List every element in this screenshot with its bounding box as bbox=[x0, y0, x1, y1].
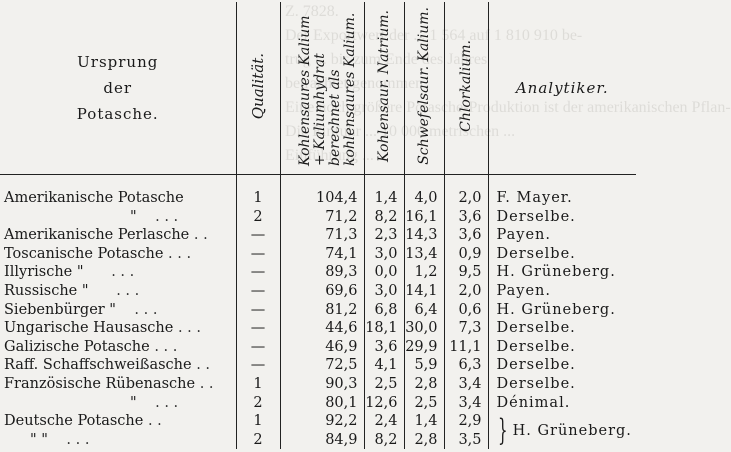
row-k2co3: 74,1 bbox=[280, 245, 364, 264]
row-analyst-grouped bbox=[488, 412, 636, 449]
table-row bbox=[0, 412, 636, 431]
row-na2co3: 18,1 bbox=[364, 319, 404, 338]
row-origin: Toscanische Potasche . . . bbox=[4, 245, 192, 262]
row-na2co3: 0,0 bbox=[364, 263, 404, 282]
row-origin: " " . . . bbox=[30, 431, 90, 448]
row-na2co3: 6,8 bbox=[364, 301, 404, 320]
row-na2co3: 2,3 bbox=[364, 226, 404, 245]
row-na2co3: 8,2 bbox=[364, 208, 404, 227]
row-k2co3: 104,4 bbox=[280, 189, 364, 208]
row-kcl: 9,5 bbox=[444, 263, 488, 282]
row-analyst: Derselbe. bbox=[488, 338, 636, 357]
row-quality: 1 bbox=[236, 189, 280, 208]
row-k2so4: 14,1 bbox=[404, 282, 444, 301]
row-quality: — bbox=[236, 226, 280, 245]
row-k2so4: 2,5 bbox=[404, 394, 444, 413]
row-analyst: Derselbe. bbox=[488, 356, 636, 375]
row-k2so4: 2,8 bbox=[404, 375, 444, 394]
bleed-line: Z. 7828. bbox=[285, 3, 339, 20]
row-quality: 1 bbox=[236, 412, 280, 431]
row-na2co3: 1,4 bbox=[364, 189, 404, 208]
row-origin: " . . . bbox=[130, 208, 179, 225]
table-row bbox=[0, 375, 636, 394]
row-quality: 2 bbox=[236, 394, 280, 413]
header-origin-line: Potasche. bbox=[76, 105, 159, 123]
row-origin: Amerikanische Perlasche . . bbox=[4, 227, 208, 244]
row-k2so4: 29,9 bbox=[404, 338, 444, 357]
row-kcl: 7,3 bbox=[444, 319, 488, 338]
header-potassium-sulfate: Schwefelsaur. Kalium. bbox=[404, 2, 444, 175]
row-quality: — bbox=[236, 263, 280, 282]
row-k2co3: 84,9 bbox=[280, 431, 364, 450]
row-origin: Ungarische Hausasche . . . bbox=[4, 320, 201, 337]
header-potassium-chloride: Chlorkalium. bbox=[444, 2, 488, 175]
brace-icon: } bbox=[497, 412, 508, 448]
row-kcl: 0,9 bbox=[444, 245, 488, 264]
row-origin: Französische Rübenasche . . bbox=[4, 375, 214, 392]
row-quality: — bbox=[236, 356, 280, 375]
bleed-line: betrachtet genommen. bbox=[285, 75, 428, 92]
row-k2so4: 14,3 bbox=[404, 226, 444, 245]
row-kcl: 3,6 bbox=[444, 208, 488, 227]
row-quality: 2 bbox=[236, 208, 280, 227]
row-analyst: Payen. bbox=[488, 226, 636, 245]
row-quality: — bbox=[236, 245, 280, 264]
row-k2co3: 81,2 bbox=[280, 301, 364, 320]
row-kcl: 11,1 bbox=[444, 338, 488, 357]
row-kcl: 2,9 bbox=[444, 412, 488, 431]
row-k2so4: 16,1 bbox=[404, 208, 444, 227]
table-row bbox=[0, 282, 636, 301]
row-kcl: 3,4 bbox=[444, 375, 488, 394]
row-k2co3: 46,9 bbox=[280, 338, 364, 357]
row-analyst: H. Grüneberg. bbox=[488, 263, 636, 282]
row-k2so4: 5,9 bbox=[404, 356, 444, 375]
table-row bbox=[0, 319, 636, 338]
row-analyst: Payen. bbox=[488, 282, 636, 301]
grouped-analyst-name: H. Grüneberg. bbox=[512, 422, 632, 439]
row-na2co3: 3,0 bbox=[364, 245, 404, 264]
table-row bbox=[0, 338, 636, 357]
bleed-line: Die Einfuhr ... 10 000 metrischen ... bbox=[285, 123, 516, 140]
row-analyst: Derselbe. bbox=[488, 245, 636, 264]
row-analyst: F. Mayer. bbox=[488, 189, 636, 208]
header-sodium-carbonate: Kohlensaur. Natrium. bbox=[364, 2, 404, 175]
row-quality: — bbox=[236, 319, 280, 338]
row-na2co3: 4,1 bbox=[364, 356, 404, 375]
bleed-line: Einführung ... bbox=[285, 147, 374, 164]
row-quality: — bbox=[236, 338, 280, 357]
row-origin: Siebenbürger " . . . bbox=[4, 301, 158, 318]
row-analyst: Derselbe. bbox=[488, 208, 636, 227]
row-k2so4: 6,4 bbox=[404, 301, 444, 320]
row-na2co3: 3,6 bbox=[364, 338, 404, 357]
row-k2co3: 71,3 bbox=[280, 226, 364, 245]
table-row bbox=[0, 189, 636, 208]
table-row bbox=[0, 226, 636, 245]
row-k2co3: 90,3 bbox=[280, 375, 364, 394]
row-quality: 2 bbox=[236, 431, 280, 450]
header-row bbox=[0, 2, 636, 175]
row-quality: — bbox=[236, 301, 280, 320]
row-kcl: 2,0 bbox=[444, 189, 488, 208]
row-k2co3: 71,2 bbox=[280, 208, 364, 227]
row-origin: " . . . bbox=[130, 394, 179, 411]
row-origin: Galizische Potasche . . . bbox=[4, 338, 178, 355]
row-kcl: 3,4 bbox=[444, 394, 488, 413]
row-analyst: Dénimal. bbox=[488, 394, 636, 413]
header-origin-line: der bbox=[103, 79, 133, 97]
table-row bbox=[0, 394, 636, 413]
row-k2so4: 1,4 bbox=[404, 412, 444, 431]
row-na2co3: 8,2 bbox=[364, 431, 404, 450]
row-k2co3: 72,5 bbox=[280, 356, 364, 375]
potash-analysis-table bbox=[0, 2, 731, 449]
row-origin: Deutsche Potasche . . bbox=[4, 413, 162, 430]
row-kcl: 3,6 bbox=[444, 226, 488, 245]
row-k2so4: 30,0 bbox=[404, 319, 444, 338]
header-origin-line: Ursprung bbox=[77, 53, 159, 71]
row-k2co3: 44,6 bbox=[280, 319, 364, 338]
row-na2co3: 2,5 bbox=[364, 375, 404, 394]
row-k2so4: 1,2 bbox=[404, 263, 444, 282]
row-na2co3: 2,4 bbox=[364, 412, 404, 431]
table-row bbox=[0, 208, 636, 227]
table-row bbox=[0, 301, 636, 320]
table-row bbox=[0, 245, 636, 264]
row-k2so4: 4,0 bbox=[404, 189, 444, 208]
row-kcl: 3,5 bbox=[444, 431, 488, 450]
row-na2co3: 12,6 bbox=[364, 394, 404, 413]
row-analyst: H. Grüneberg. bbox=[488, 301, 636, 320]
row-origin: Russische " . . . bbox=[4, 282, 140, 299]
table-row bbox=[0, 356, 636, 375]
row-na2co3: 3,0 bbox=[364, 282, 404, 301]
bleed-line: trug ... bis zum Ende des Jahres bbox=[285, 51, 488, 68]
row-quality: — bbox=[236, 282, 280, 301]
bleed-line: Der Exportwert der ... 1 564 auf 1 810 910 be- bbox=[285, 27, 583, 44]
row-origin: Illyrische " . . . bbox=[4, 264, 135, 281]
row-kcl: 0,6 bbox=[444, 301, 488, 320]
bleed-line: Eine noch größere Potasche-Produktion ist der amerikanischen Pflan- bbox=[285, 99, 731, 116]
header-analyst: Analytiker. bbox=[488, 2, 636, 175]
row-k2co3: 92,2 bbox=[280, 412, 364, 431]
header-origin bbox=[0, 2, 236, 175]
row-origin: Amerikanische Potasche bbox=[4, 190, 184, 206]
row-kcl: 6,3 bbox=[444, 356, 488, 375]
row-k2so4: 13,4 bbox=[404, 245, 444, 264]
table-row bbox=[0, 263, 636, 282]
header-potassium-carbonate: Kohlensaures Kalium + Kaliumhydrat berechnet als kohlensaures Kalium. bbox=[280, 2, 364, 175]
row-origin: Raff. Schaffschweißasche . . bbox=[4, 357, 211, 374]
row-analyst: Derselbe. bbox=[488, 319, 636, 338]
row-k2so4: 2,8 bbox=[404, 431, 444, 450]
header-quality: Qualität. bbox=[236, 2, 280, 175]
row-k2co3: 80,1 bbox=[280, 394, 364, 413]
row-analyst: Derselbe. bbox=[488, 375, 636, 394]
row-k2co3: 89,3 bbox=[280, 263, 364, 282]
row-kcl: 2,0 bbox=[444, 282, 488, 301]
row-k2co3: 69,6 bbox=[280, 282, 364, 301]
row-quality: 1 bbox=[236, 375, 280, 394]
